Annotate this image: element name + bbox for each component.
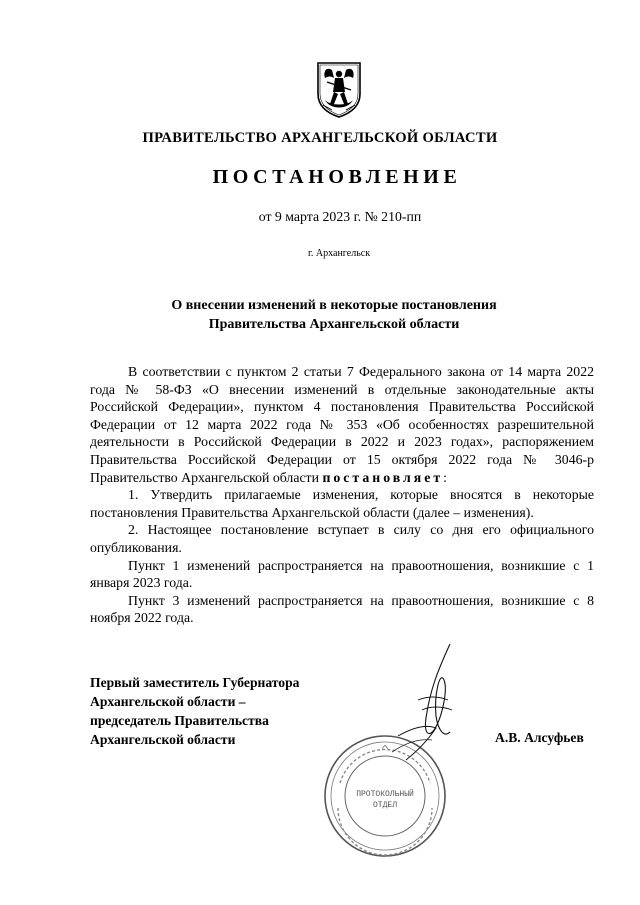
title-line-2: Правительства Архангельской области <box>208 317 460 332</box>
item-1-paragraph: 1. Утвердить прилагаемые изменения, которые вносятся в некоторые постановления Правительства Архангельской области (далее – изменения). <box>90 487 594 520</box>
signer-position-line-1: Первый заместитель Губернатора <box>90 675 300 690</box>
resolves-word: постановляет <box>322 469 444 485</box>
signer-position-line-3: председатель Правительства <box>90 713 269 728</box>
title-line-1: О внесении изменений в некоторые постановления <box>171 298 497 313</box>
document-city: г. Архангельск <box>307 248 371 259</box>
preamble-paragraph <box>90 363 594 486</box>
item-3-paragraph: Пункт 1 изменений распространяется на правоотношения, возникшие с 1 января 2023 года. <box>90 557 594 591</box>
coat-of-arms-emblem <box>314 60 364 118</box>
item-4-paragraph: Пункт 3 изменений распространяется на правоотношения, возникшие с 8 ноября 2022 года. <box>90 592 594 626</box>
signer-position-line-4: Архангельской области <box>90 732 236 747</box>
signer-position <box>90 673 299 749</box>
resolves-colon: : <box>443 469 447 485</box>
emblem-icon <box>314 60 364 118</box>
handwritten-signature <box>378 640 478 770</box>
stamp-inner-line-1: ПРОТОКОЛЬНЫЙ <box>356 790 414 799</box>
document-date-number: от 9 марта 2023 г. № 210-пп <box>258 209 422 224</box>
document-type: ПОСТАНОВЛЕНИЕ <box>212 166 462 188</box>
stamp-inner-line-2: ОТДЕЛ <box>372 801 398 810</box>
document-title <box>0 296 640 334</box>
organization-name: ПРАВИТЕЛЬСТВО АРХАНГЕЛЬСКОЙ ОБЛАСТИ <box>142 130 498 146</box>
preamble-text: В соответствии с пунктом 2 статьи 7 Федерального закона от 14 марта 2022 года № 58-ФЗ «О внесении изменений в отдельные законодательные акты Российской Федерации», пунктом 4 постановления Правительства Российской Федерации от 12 марта 2022 года № 353 «Об особенностях разрешительной деятельности в Российской Федерации в 2022 и 2023 годах», распоряжением Правительства Российской Федерации от 15 октября 2022 года № 3046-р Правительство Архангельской области <box>90 364 594 485</box>
signer-position-line-2: Архангельской области – <box>90 694 246 709</box>
signature-scribble-icon <box>378 640 478 770</box>
document-body <box>90 363 594 627</box>
signer-name: А.В. Алсуфьев <box>495 730 584 745</box>
item-2-paragraph: 2. Настоящее постановление вступает в силу со дня его официального опубликования. <box>90 522 594 555</box>
